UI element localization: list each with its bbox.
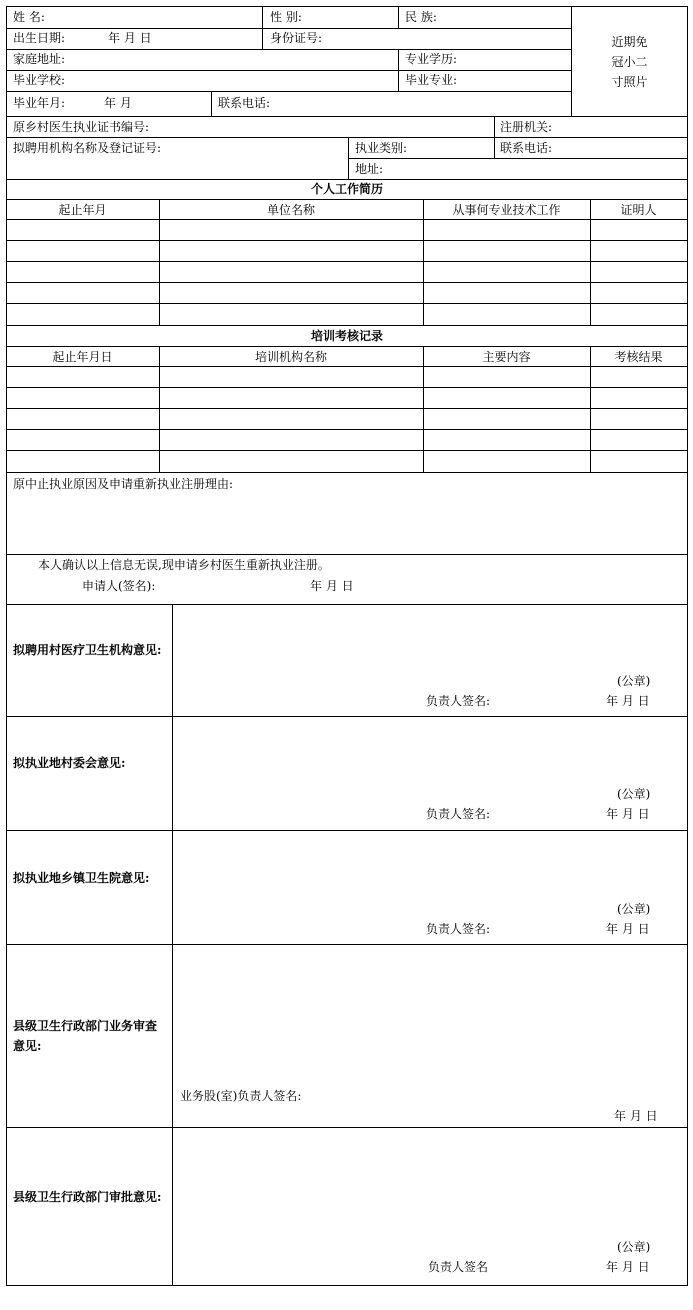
col-line [262,6,263,50]
row-line [6,472,688,473]
row-line [6,408,688,409]
row-line [6,70,572,71]
training-header-result: 考核结果 [614,350,663,364]
border-right [687,6,688,1286]
work-history-title: 个人工作简历 [310,182,383,196]
opinion-date: 年 月 日 [606,694,650,708]
opinion-signature-label: 负责人签名: [426,922,491,936]
opinion-county-approval-label: 县级卫生行政部门审批意见: [13,1190,162,1204]
birth-ymd: 年 月 日 [108,31,152,45]
col-line [398,49,399,92]
row-line [6,137,688,138]
col-line [590,199,591,326]
name-label: 姓 名: [13,10,45,24]
border-bottom [6,1285,688,1286]
border-top [6,6,688,7]
col-line [348,137,349,180]
row-line [6,554,688,555]
employer-label: 拟聘用机构名称及登记证号: [13,141,162,155]
ethnicity-label: 民 族: [405,10,437,24]
work-header-period: 起止年月 [58,203,107,217]
opinion-date: 年 月 日 [606,922,650,936]
gender-label: 性 别: [270,10,302,24]
training-title: 培训考核记录 [310,329,383,343]
training-header-content: 主要内容 [482,350,531,364]
row-line [6,450,688,451]
col-line [423,199,424,326]
row-line [6,429,688,430]
major-label: 毕业专业: [405,73,458,87]
education-label: 专业学历: [405,52,458,66]
opinion-township-hospital-label: 拟执业地乡镇卫生院意见: [13,871,150,885]
opinion-village-clinic-label: 拟聘用村医疗卫生机构意见: [13,643,162,657]
graduation-label: 毕业年月: [13,96,66,110]
row-line [6,240,688,241]
row-line [6,366,688,367]
employer-address-label: 地址: [355,162,384,176]
training-header-institution: 培训机构名称 [254,350,327,364]
opinion-village-committee-label: 拟执业地村委会意见: [13,756,126,770]
birth-label: 出生日期: [13,31,66,45]
row-line [6,944,688,945]
row-line [6,830,688,831]
applicant-signature-label: 申请人(签名): [82,579,156,593]
opinion-county-review-label: 县级卫生行政部门业务审查意见: [13,1019,158,1053]
opinion-col-line [172,604,173,1286]
applicant-date: 年 月 日 [310,579,354,593]
col-line [423,346,424,473]
row-line [6,261,688,262]
border-left [6,6,7,1286]
school-label: 毕业学校: [13,73,66,87]
photo-text-line: 寸照片 [611,75,648,89]
practice-type-label: 执业类别: [355,141,408,155]
opinion-seal: (公章) [617,674,651,688]
row-line [6,716,688,717]
work-header-employer: 单位名称 [266,203,315,217]
opinion-date: 年 月 日 [606,1260,650,1274]
row-line [6,91,572,92]
registration-authority-label: 注册机关: [500,120,553,134]
training-header-period: 起止年月日 [52,350,113,364]
row-line [6,387,688,388]
row-line [6,49,572,50]
row-line [6,604,688,605]
opinion-signature-label: 负责人签名: [426,694,491,708]
photo-text-line: 冠小二 [611,55,648,69]
row-line [348,158,688,159]
cert-number-label: 原乡村医生执业证书编号: [13,120,150,134]
id-number-label: 身份证号: [270,31,323,45]
work-header-specialty: 从事何专业技术工作 [452,203,561,217]
col-line [494,116,495,159]
opinion-date: 年 月 日 [614,1109,658,1123]
row-line [6,116,688,117]
confirmation-statement: 本人确认以上信息无误,现申请乡村医生重新执业注册。 [38,558,330,572]
row-line [6,219,688,220]
opinion-signature-label: 业务股(室)负责人签名: [180,1089,302,1103]
row-line [6,346,688,347]
opinion-seal: (公章) [617,902,651,916]
opinion-seal: (公章) [617,1240,651,1254]
row-line [6,28,572,29]
row-line [6,1127,688,1128]
row-line [6,282,688,283]
photo-placeholder [572,32,687,92]
col-line [398,6,399,29]
opinion-seal: (公章) [617,787,651,801]
row-line [6,303,688,304]
opinion-signature-label: 负责人签名 [428,1260,489,1274]
row-line [6,325,688,326]
address-label: 家庭地址: [13,52,66,66]
row-line [6,179,688,180]
graduation-ym: 年 月 [104,96,132,110]
col-line [211,91,212,117]
photo-text-line: 近期免 [611,35,648,49]
col-line [159,199,160,326]
col-line [590,346,591,473]
reason-label: 原中止执业原因及申请重新执业注册理由: [13,477,234,491]
employer-phone-label: 联系电话: [500,141,553,155]
work-header-referee: 证明人 [620,203,657,217]
opinion-date: 年 月 日 [606,807,650,821]
phone-label: 联系电话: [218,96,271,110]
col-line [159,346,160,473]
opinion-signature-label: 负责人签名: [426,807,491,821]
row-line [6,199,688,200]
